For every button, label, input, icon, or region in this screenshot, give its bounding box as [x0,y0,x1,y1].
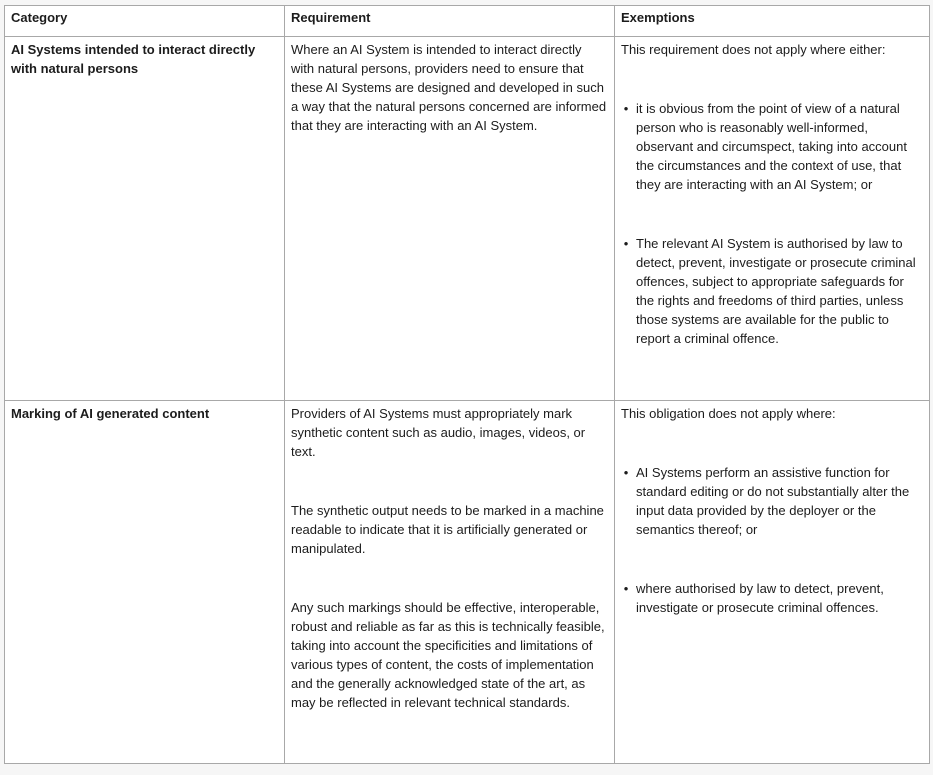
requirement-cell [285,401,615,764]
exemption-text: The relevant AI System is authorised by law to detect, prevent, investigate or prosecute criminal offences, subject to appropriate safeguards for the rights and freedoms of third parties, unless those systems are available for the public to report a criminal offence. [636,236,916,346]
table-header-row [5,6,930,37]
list-item [623,99,923,194]
header-requirement: Requirement [285,6,615,37]
requirement-paragraph: The synthetic output needs to be marked in a machine readable to indicate that it is artificially generated or manipulated. [291,503,604,556]
category-cell: Marking of AI generated content [5,401,285,764]
exemptions-intro: This requirement does not apply where either: [621,42,886,57]
requirement-paragraph: Where an AI System is intended to interact directly with natural persons, providers need to ensure that these AI Systems are designed and developed in such a way that the natural persons concerned are informed that they are interacting with an AI System. [291,42,607,133]
requirements-table [4,5,930,764]
exemption-text: AI Systems perform an assistive function for standard editing or do not substantially alter the input data provided by the deployer or the semantics thereof; or [636,465,910,537]
exemptions-list [621,463,923,617]
exemptions-intro: This obligation does not apply where: [621,406,836,421]
exemptions-cell [615,401,930,764]
list-item [623,234,923,348]
header-exemptions: Exemptions [615,6,930,37]
list-item [623,579,923,617]
table-row [5,37,930,401]
bullet-icon: • [623,581,629,596]
exemption-text: where authorised by law to detect, prevent, investigate or prosecute criminal offences. [636,581,884,615]
bullet-icon: • [623,101,629,116]
list-item [623,463,923,539]
requirement-paragraph: Any such markings should be effective, interoperable, robust and reliable as far as this is technically feasible, taking into account the specificities and limitations of various types of content, the costs of implementation and the generally acknowledged state of the art, as may be reflected in relevant technical standards. [291,600,605,710]
exemption-text: it is obvious from the point of view of a natural person who is reasonably well-informed, observant and circumspect, taking into account the circumstances and the context of use, that they are interacting with an AI System; or [636,101,907,192]
category-cell: AI Systems intended to interact directly with natural persons [5,37,285,401]
requirement-paragraph: Providers of AI Systems must appropriately mark synthetic content such as audio, images, videos, or text. [291,406,586,459]
header-category: Category [5,6,285,37]
requirement-cell [285,37,615,401]
bullet-icon: • [623,236,629,251]
exemptions-cell [615,37,930,401]
table-row [5,401,930,764]
exemptions-list [621,99,923,348]
bullet-icon: • [623,465,629,480]
